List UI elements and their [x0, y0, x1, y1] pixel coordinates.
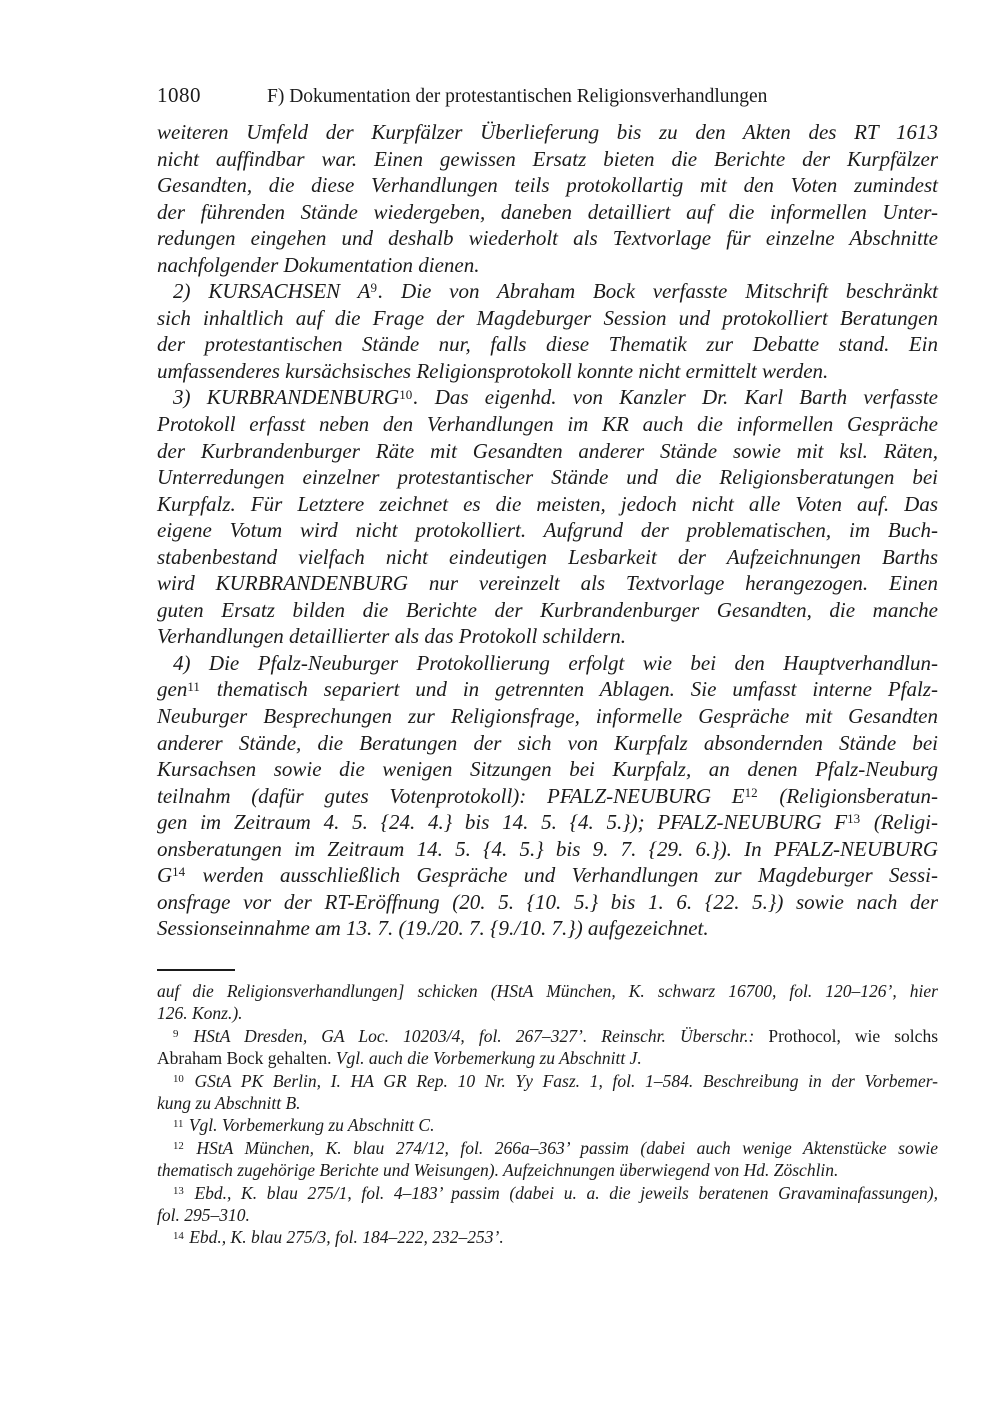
- body-text-line: [157, 756, 938, 783]
- text-segment: sich inhaltlich auf die Frage der Magdeburger Session und protokolliert Beratungen: [157, 305, 938, 330]
- running-title: F) Dokumentation der protestantischen Religionsverhandlungen: [267, 86, 768, 107]
- body-text-line: [157, 809, 938, 836]
- body-text-line: [157, 836, 938, 863]
- text-segment: . Die von Abraham Bock verfasste Mitschrift beschränkt: [377, 279, 938, 304]
- text-segment: Ebd., K. blau 275/1, fol. 4–183’ passim (dabei u. a. die jeweils beratenen Gravaminafassungen),: [184, 1182, 938, 1203]
- body-text-line: [157, 491, 938, 518]
- text-segment: 126. Konz.).: [157, 1003, 243, 1024]
- text-segment: thematisch zugehörige Berichte und Weisungen). Aufzeichnungen überwiegend von Hd. Zöschlin.: [157, 1160, 839, 1181]
- footnote-separator: [157, 969, 235, 971]
- page-header: [157, 83, 938, 108]
- text-segment: gen im Zeitraum 4. 5. {24. 4.} bis 14. 5. {4. 5.}); PFALZ-NEUBURG F: [157, 810, 848, 835]
- footnote-ref: 11: [187, 678, 200, 694]
- footnote-ref: 9: [370, 280, 377, 296]
- text-segment: Sessionseinnahme am 13. 7. (19./20. 7. {9./10. 7.}) aufgezeichnet.: [157, 916, 709, 941]
- body-text-line: [157, 172, 938, 199]
- body-text-line: [157, 464, 938, 491]
- body-text-line: [157, 915, 938, 942]
- body-text-line: [157, 862, 938, 889]
- text-segment: weiteren Umfeld der Kurpfälzer Überlieferung bis zu den Akten des RT 1613: [157, 120, 938, 144]
- body-text-line: [157, 650, 938, 677]
- body-text-line: [157, 676, 938, 703]
- text-segment: eigene Votum wird nicht protokolliert. Aufgrund der problematischen, im Buch-: [157, 518, 938, 543]
- text-segment: 4) Die Pfalz-Neuburger Protokollierung erfolgt wie bei den Hauptverhandlun-: [173, 650, 938, 675]
- text-segment: der protestantischen Stände nur, falls diese Thematik zur Debatte stand. Ein: [157, 332, 938, 357]
- footnote-ref: 9: [173, 1027, 179, 1040]
- body-text-line: [157, 730, 938, 757]
- footnote-line: [157, 1137, 938, 1159]
- footnote-line: [157, 1092, 938, 1114]
- footnote-ref: 14: [173, 1229, 184, 1242]
- text-segment: Abraham Bock gehalten.: [157, 1048, 336, 1069]
- footnote-line: [157, 980, 938, 1002]
- text-segment: auf die Religionsverhandlungen] schicken (HStA München, K. schwarz 16700, fol. 120–126’, hier: [157, 981, 938, 1001]
- footnote-ref: 10: [399, 386, 413, 402]
- footnote-line: [157, 1002, 938, 1024]
- footnote-line: [157, 1182, 938, 1204]
- body-text-line: [157, 889, 938, 916]
- footnote-ref: 10: [173, 1072, 184, 1085]
- text-segment: stabenbestand vielfach nicht eindeutigen Lesbarkeit der Aufzeichnungen Barths: [157, 544, 938, 569]
- body-text-line: [157, 358, 938, 385]
- text-segment: G: [157, 863, 173, 888]
- text-segment: 3) KURBRANDENBURG: [173, 385, 400, 410]
- footnote-ref: 14: [172, 864, 186, 880]
- text-segment: der führenden Stände wiedergeben, daneben detailliert auf die informellen Unter-: [157, 199, 938, 224]
- text-segment: wird KURBRANDENBURG nur vereinzelt als Textvorlage herangezogen. Einen: [157, 571, 938, 596]
- text-segment: anderer Stände, die Beratungen der sich von Kurpfalz absondernden Stände bei: [157, 730, 938, 755]
- text-segment: teilnahm (dafür gutes Votenprotokoll): PFALZ-NEUBURG E: [157, 783, 745, 808]
- footnote-line: [157, 1070, 938, 1092]
- text-segment: Ebd., K. blau 275/3, fol. 184–222, 232–253’.: [184, 1227, 504, 1248]
- body-text-line: [157, 597, 938, 624]
- text-segment: Kurpfalz. Für Letztere zeichnet es die meisten, jedoch nicht alle Voten auf. Das: [157, 491, 938, 516]
- text-segment: Protokoll erfasst neben den Verhandlungen im KR auch die informellen Gespräche: [157, 412, 938, 437]
- body-text-line: [157, 703, 938, 730]
- body-text-line: [157, 544, 938, 571]
- text-segment: HStA München, K. blau 274/12, fol. 266a–363’ passim (dabei auch wenige Aktenstücke sowie: [184, 1137, 938, 1158]
- body-text-line: [157, 570, 938, 597]
- body-text-line: [157, 331, 938, 358]
- text-segment: fol. 295–310.: [157, 1205, 250, 1226]
- footnotes-list: [157, 980, 938, 1249]
- footnote-ref: 13: [173, 1184, 184, 1197]
- text-segment: redungen eingehen und deshalb wiederholt als Textvorlage für einzelne Abschnitte: [157, 226, 938, 251]
- footnote-ref: 11: [173, 1117, 184, 1130]
- text-segment: 2) KURSACHSEN A: [173, 279, 371, 304]
- text-segment: guten Ersatz bilden die Berichte der Kurbrandenburger Gesandten, die manche: [157, 597, 938, 622]
- body-text-line: [157, 225, 938, 252]
- body-text-line: [157, 411, 938, 438]
- text-segment: (Religi-: [861, 810, 938, 835]
- body-text-line: [157, 252, 938, 279]
- text-segment: Verhandlungen detaillierter als das Protokoll schildern.: [157, 624, 626, 649]
- text-segment: Gesandten, die diese Verhandlungen teils protokollartig mit den Voten zumindest: [157, 173, 938, 198]
- footnote-ref: 12: [744, 784, 758, 800]
- footnote-ref: 13: [847, 811, 861, 827]
- body-text-line: [157, 119, 938, 146]
- text-segment: onsfrage vor der RT-Eröffnung (20. 5. {10. 5.} bis 1. 6. {22. 5.}) sowie nach der: [157, 889, 938, 914]
- footnote-line: [157, 1025, 938, 1047]
- body-text-line: [157, 278, 938, 305]
- footnote-line: [157, 1047, 938, 1069]
- text-segment: umfassenderes kursächsisches Religionsprotokoll konnte nicht ermittelt werden.: [157, 358, 829, 383]
- text-segment: onsberatungen im Zeitraum 14. 5. {4. 5.} bis 9. 7. {29. 6.}). In PFALZ-NEUBURG: [157, 836, 938, 861]
- body-text-line: [157, 305, 938, 332]
- text-segment: gen: [157, 677, 188, 702]
- text-segment: Neuburger Besprechungen zur Religionsfrage, informelle Gespräche mit Gesandten: [157, 704, 938, 729]
- body-text-line: [157, 438, 938, 465]
- text-segment: GStA PK Berlin, I. HA GR Rep. 10 Nr. Yy Fasz. 1, fol. 1–584. Beschreibung in der Vorbemer-: [184, 1070, 938, 1091]
- text-segment: thematisch separiert und in getrennten Ablagen. Sie umfasst interne Pfalz-: [200, 677, 938, 702]
- footnote-ref: 12: [173, 1139, 184, 1152]
- footnote-line: [157, 1159, 938, 1181]
- text-segment: werden ausschließlich Gespräche und Verhandlungen zur Magdeburger Sessi-: [186, 863, 938, 888]
- text-segment: nachfolgender Dokumentation dienen.: [157, 252, 480, 277]
- body-text-line: [157, 517, 938, 544]
- text-segment: Unterredungen einzelner protestantischer Stände und die Religionsberatungen bei: [157, 465, 938, 490]
- body-text-line: [157, 199, 938, 226]
- text-segment: nicht auffindbar war. Einen gewissen Ersatz bieten die Berichte der Kurpfälzer: [157, 146, 938, 171]
- text-segment: kung zu Abschnitt B.: [157, 1093, 301, 1114]
- body-text-line: [157, 146, 938, 173]
- page-number: 1080: [157, 83, 201, 107]
- text-segment: Kursachsen sowie die wenigen Sitzungen bei Kurpfalz, an denen Pfalz-Neuburg: [157, 757, 938, 782]
- text-segment: der Kurbrandenburger Räte mit Gesandten anderer Stände sowie mit ksl. Räten,: [157, 438, 938, 463]
- text-segment: Vgl. auch die Vorbemerkung zu Abschnitt J.: [335, 1048, 642, 1069]
- footnote-line: [157, 1226, 938, 1248]
- text-segment: Prothocol, wie solchs: [768, 1025, 938, 1046]
- text-segment: Vgl. Vorbemerkung zu Abschnitt C.: [184, 1115, 435, 1136]
- text-segment: (Religionsberatun-: [758, 783, 938, 808]
- footnote-line: [157, 1204, 938, 1226]
- text-segment: . Das eigenhd. von Kanzler Dr. Karl Barth verfasste: [413, 385, 938, 410]
- body-text-line: [157, 384, 938, 411]
- text-segment: HStA Dresden, GA Loc. 10203/4, fol. 267–327’. Reinschr. Überschr.:: [179, 1025, 769, 1046]
- footnote-line: [157, 1114, 938, 1136]
- body-text-line: [157, 623, 938, 650]
- body-text-line: [157, 783, 938, 810]
- body-text: [157, 119, 938, 942]
